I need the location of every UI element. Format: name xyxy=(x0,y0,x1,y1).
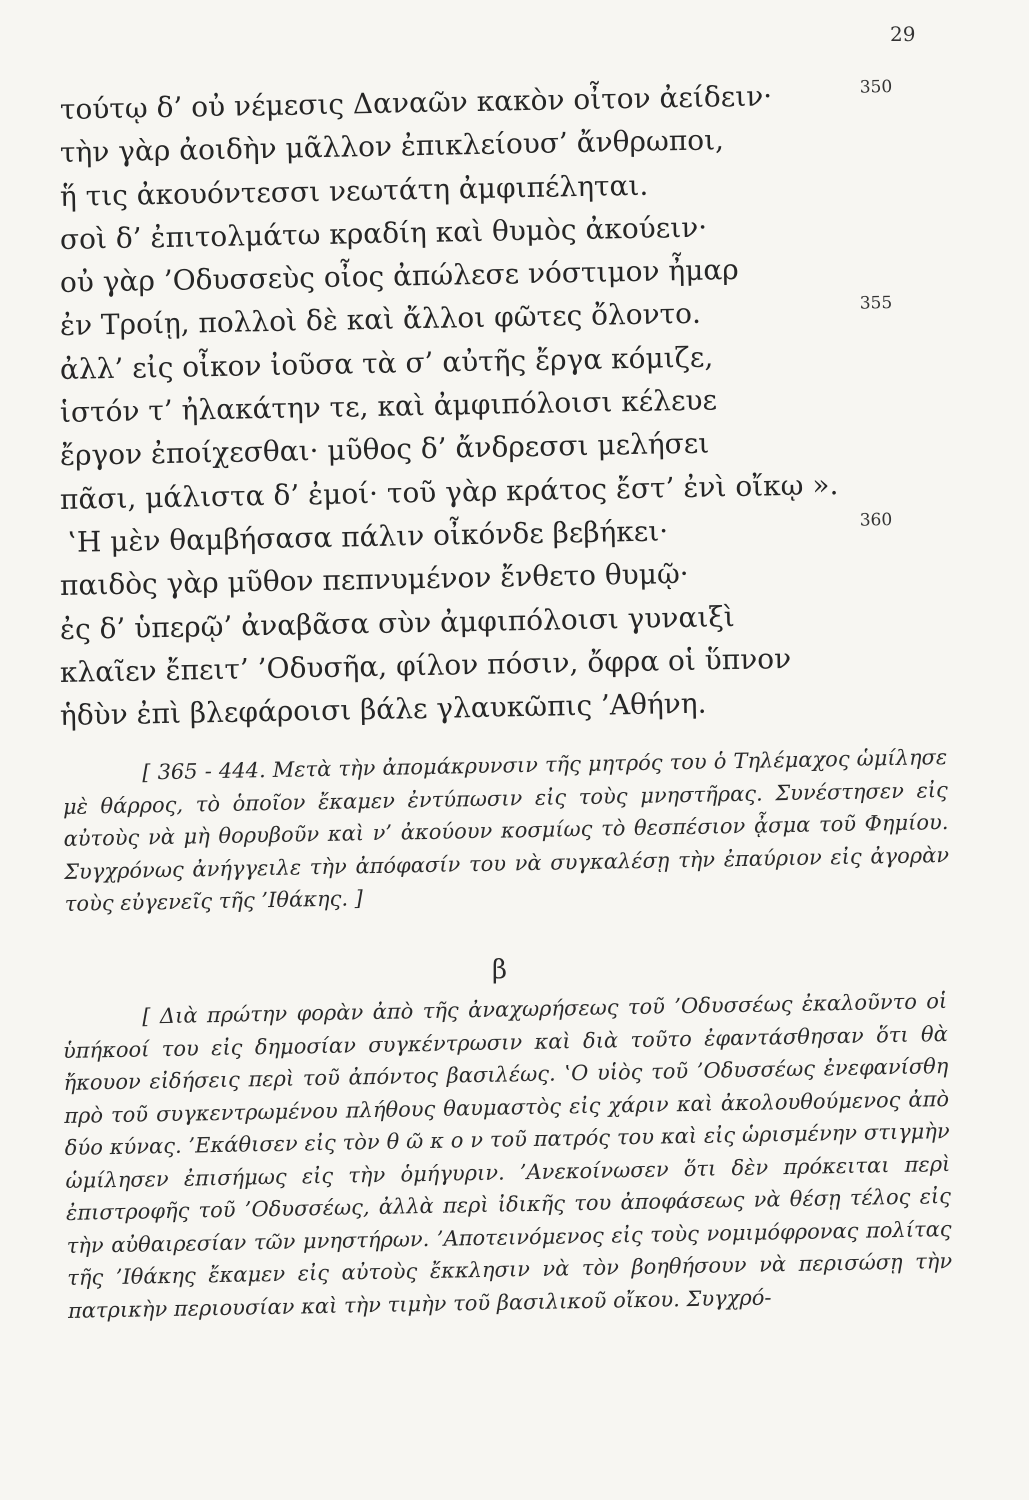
verse-text: ἔργον ἐποίχεσθαι· μῦθος δ’ ἄνδρεσσι μελήσει xyxy=(59,426,710,473)
verse-text: ἱστόν τ’ ἠλακάτην τε, καὶ ἀμφιπόλοισι κέλευε xyxy=(59,383,718,430)
verse-text: παιδὸς γὰρ μῦθον πεπνυμένον ἔνθετο θυμῷ· xyxy=(59,557,689,603)
summary-paragraph-1 xyxy=(62,745,950,921)
verse-text: τὴν γὰρ ἀοιδὴν μᾶλλον ἐπικλείουσ’ ἄνθρωποι, xyxy=(59,123,725,170)
book-letter: β xyxy=(492,955,508,985)
verse-block xyxy=(59,77,960,737)
summary-1-text: [ 365 - 444. Μετὰ τὴν ἀπομάκρυνσιν τῆς μητρός του ὁ Τηλέμαχος ὡμίλησε μὲ θάρρος, τὸ ὁποῖον ἔκαμεν ἐντύπωσιν εἰς τοὺς μνηστῆρας. Συνέστησεν εἰς αὐτοὺς νὰ μὴ θορυβοῦν καὶ ν’ ἀκούουν κοσμίως τὸ θεσπέσιον ᾆσμα τοῦ Φημίου. Συγχρόνως ἀνήγγειλε τὴν ἀπόφασίν του νὰ συγκαλέσῃ τὴν ἐπαύριον εἰς ἀγορὰν τοὺς εὐγενεῖς τῆς ’Ιθάκης. ] xyxy=(62,745,950,916)
line-number: 355 xyxy=(859,293,893,315)
verse-text: ἥ τις ἀκουόντεσσι νεωτάτη ἀμφιπέληται. xyxy=(59,168,649,213)
verse-text: ἐς δ’ ὑπερῷ’ ἀναβᾶσα σὺν ἀμφιπόλοισι γυναιξὶ xyxy=(59,599,735,646)
summary-2-text: [ Διὰ πρώτην φορὰν ἀπὸ τῆς ἀναχωρήσεως τοῦ ’Οδυσσέως ἐκαλοῦντο οἱ ὑπήκοοί του εἰς δημοσίαν συγκέντρωσιν καὶ διὰ τοῦτο ἐφαντάσθησαν ὅτι θὰ ἤκουον εἰδήσεις περὶ τοῦ ἀπόντος βασιλέως. ‛Ο υἱὸς τοῦ ’Οδυσσέως ἐνεφανίσθη πρὸ τοῦ συγκεντρωμένου πλήθους θαυμαστὸς εἰς χάριν καὶ ἀκολουθούμενος ἀπὸ δύο κύνας. ’Εκάθισεν εἰς τὸν θ ῶ κ ο ν τοῦ πατρός του καὶ εἰς ὡρισμένην στιγμὴν ὡμίλησεν ἐπισήμως εἰς τὴν ὁμήγυριν. ’Ανεκοίνωσεν ὅτι δὲν πρόκειται περὶ ἐπιστροφῆς τοῦ ’Οδυσσέως, ἀλλὰ περὶ ἰδικῆς του ἀποφάσεως νὰ θέσῃ τέλος εἰς τὴν αὐθαιρεσίαν τῶν μνηστήρων. ’Αποτεινόμενος εἰς τοὺς νομιμόφρονας πολίτας τῆς ’Ιθάκης ἔκαμεν εἰς αὐτοὺς ἔκκλησιν νὰ τὸν βοηθήσουν νὰ περισώσῃ τὴν πατρικὴν περιουσίαν καὶ τὴν τιμὴν τοῦ βασιλικοῦ οἴκου. Συγχρό- xyxy=(62,989,953,1323)
verse-text: ἀλλ’ εἰς οἶκον ἰοῦσα τὰ σ’ αὐτῆς ἔργα κόμιζε, xyxy=(59,340,714,386)
verse-text: ‛Η μὲν θαμβήσασα πάλιν οἶκόνδε βεβήκει· xyxy=(67,514,669,559)
verse-text: τούτῳ δ’ οὐ νέμεσις Δαναῶν κακὸν οἶτον ἀείδειν· xyxy=(59,79,773,126)
verse-text: οὐ γὰρ ’Οδυσσεὺς οἶος ἀπώλεσε νόστιμον ἦμαρ xyxy=(59,253,740,300)
verse-text: σοὶ δ’ ἐπιτολμάτω κραδίη καὶ θυμὸς ἀκούειν· xyxy=(59,210,708,256)
line-number: 350 xyxy=(859,77,893,98)
line-number: 360 xyxy=(859,509,893,531)
page-number: 29 xyxy=(890,22,916,46)
verse-text: ἡδὺν ἐπὶ βλεφάροισι βάλε γλαυκῶπις ’Αθήνη. xyxy=(59,686,707,733)
verse-text: ἐν Τροίῃ, πολλοὶ δὲ καὶ ἄλλοι φῶτες ὄλοντο. xyxy=(59,297,702,343)
summary-paragraph-2 xyxy=(62,989,953,1327)
verse-text: πᾶσι, μάλιστα δ’ ἐμοί· τοῦ γὰρ κράτος ἔστ’ ἐνὶ οἴκῳ ». xyxy=(59,467,839,516)
verse-text: κλαῖεν ἔπειτ’ ’Οδυσῆα, φίλον πόσιν, ὄφρα οἱ ὕπνον xyxy=(59,641,792,689)
